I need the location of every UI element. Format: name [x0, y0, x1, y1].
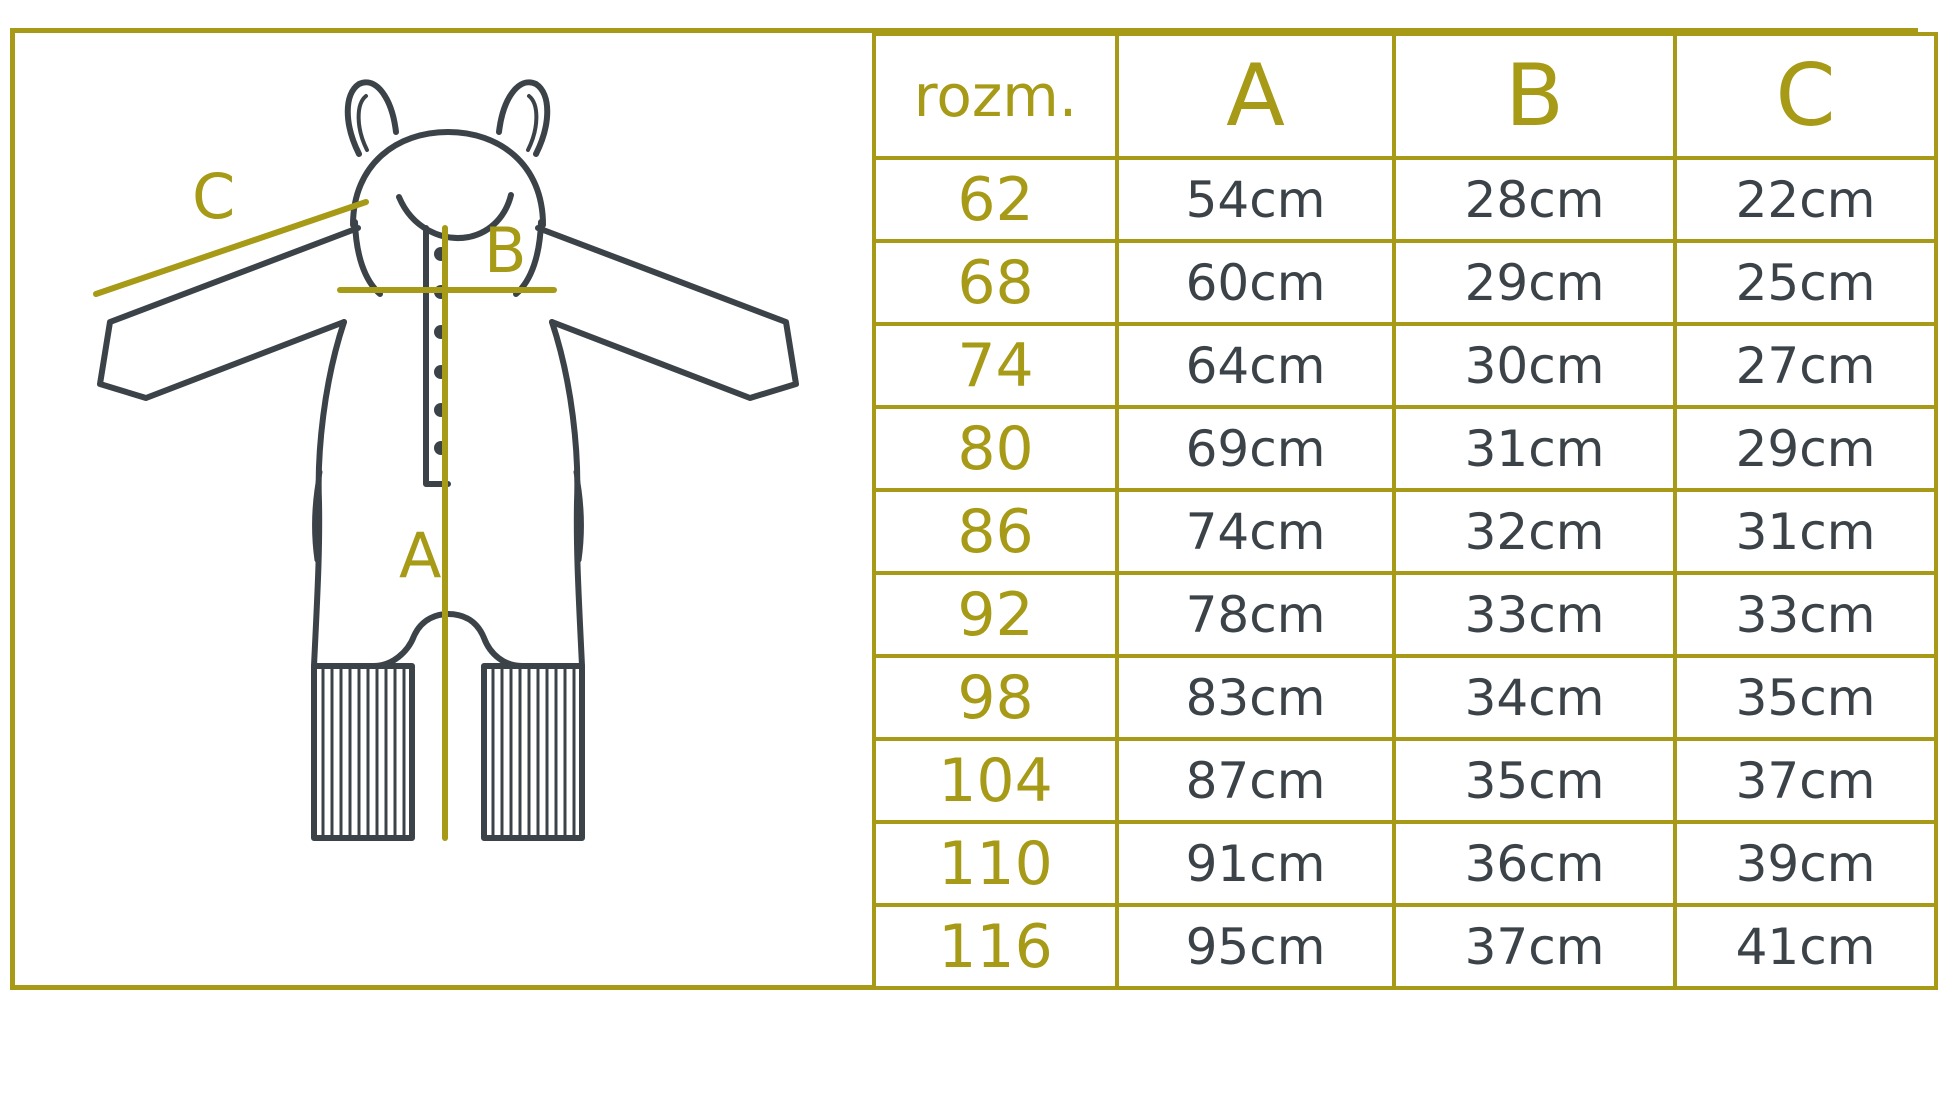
- sleeve-left-outline: [100, 228, 358, 398]
- cell-a: 83cm: [1117, 656, 1394, 739]
- cuff-right-ribs: [493, 668, 574, 836]
- cell-c: 27cm: [1675, 324, 1936, 407]
- cell-size: 116: [874, 905, 1117, 988]
- hood-ear-right-outline: [499, 82, 547, 154]
- table-row: [874, 573, 1936, 656]
- hood-outline: [353, 132, 543, 225]
- cell-c: 37cm: [1675, 739, 1936, 822]
- cell-a: 95cm: [1117, 905, 1394, 988]
- hood-ear-left-inner: [359, 96, 367, 150]
- neck-left-seam: [355, 222, 380, 294]
- column-header-a: A: [1117, 34, 1394, 158]
- cell-c: 22cm: [1675, 158, 1936, 241]
- table-row: [874, 739, 1936, 822]
- cell-size: 92: [874, 573, 1117, 656]
- cell-a: 78cm: [1117, 573, 1394, 656]
- label-b: B: [484, 214, 527, 287]
- cell-b: 33cm: [1394, 573, 1675, 656]
- cell-b: 37cm: [1394, 905, 1675, 988]
- cell-b: 35cm: [1394, 739, 1675, 822]
- cell-size: 74: [874, 324, 1117, 407]
- cell-size: 104: [874, 739, 1117, 822]
- table-row: [874, 822, 1936, 905]
- cell-c: 35cm: [1675, 656, 1936, 739]
- table-row: [874, 324, 1936, 407]
- table-row: [874, 407, 1936, 490]
- cell-a: 60cm: [1117, 241, 1394, 324]
- cell-a: 87cm: [1117, 739, 1394, 822]
- cell-c: 31cm: [1675, 490, 1936, 573]
- cell-size: 110: [874, 822, 1117, 905]
- cell-b: 34cm: [1394, 656, 1675, 739]
- cell-b: 36cm: [1394, 822, 1675, 905]
- hood-ear-right-inner: [528, 96, 536, 150]
- cell-size: 86: [874, 490, 1117, 573]
- cell-b: 28cm: [1394, 158, 1675, 241]
- column-header-size: rozm.: [874, 34, 1117, 158]
- cell-size: 62: [874, 158, 1117, 241]
- hood-ear-left-outline: [348, 82, 396, 154]
- cell-size: 80: [874, 407, 1117, 490]
- cell-a: 69cm: [1117, 407, 1394, 490]
- cell-c: 33cm: [1675, 573, 1936, 656]
- cell-c: 29cm: [1675, 407, 1936, 490]
- size-table-container: [872, 32, 1914, 987]
- sleeve-right-outline: [538, 228, 796, 398]
- cell-b: 31cm: [1394, 407, 1675, 490]
- cell-a: 64cm: [1117, 324, 1394, 407]
- cell-size: 98: [874, 656, 1117, 739]
- cell-c: 39cm: [1675, 822, 1936, 905]
- cuff-left: [314, 666, 412, 838]
- table-row: [874, 158, 1936, 241]
- table-row: [874, 656, 1936, 739]
- cell-c: 25cm: [1675, 241, 1936, 324]
- cell-a: 74cm: [1117, 490, 1394, 573]
- cell-size: 68: [874, 241, 1117, 324]
- label-c: C: [192, 160, 236, 233]
- cell-b: 32cm: [1394, 490, 1675, 573]
- size-table: [872, 32, 1938, 990]
- column-header-b: B: [1394, 34, 1675, 158]
- table-header-row: [874, 34, 1936, 158]
- table-row: [874, 490, 1936, 573]
- cell-b: 30cm: [1394, 324, 1675, 407]
- cell-c: 41cm: [1675, 905, 1936, 988]
- cuff-right: [484, 666, 582, 838]
- label-a: A: [399, 519, 442, 592]
- table-row: [874, 241, 1936, 324]
- cell-b: 29cm: [1394, 241, 1675, 324]
- cell-a: 91cm: [1117, 822, 1394, 905]
- garment-illustration: [14, 32, 864, 986]
- table-row: [874, 905, 1936, 988]
- cuff-left-ribs: [323, 668, 404, 836]
- cell-a: 54cm: [1117, 158, 1394, 241]
- column-header-c: C: [1675, 34, 1936, 158]
